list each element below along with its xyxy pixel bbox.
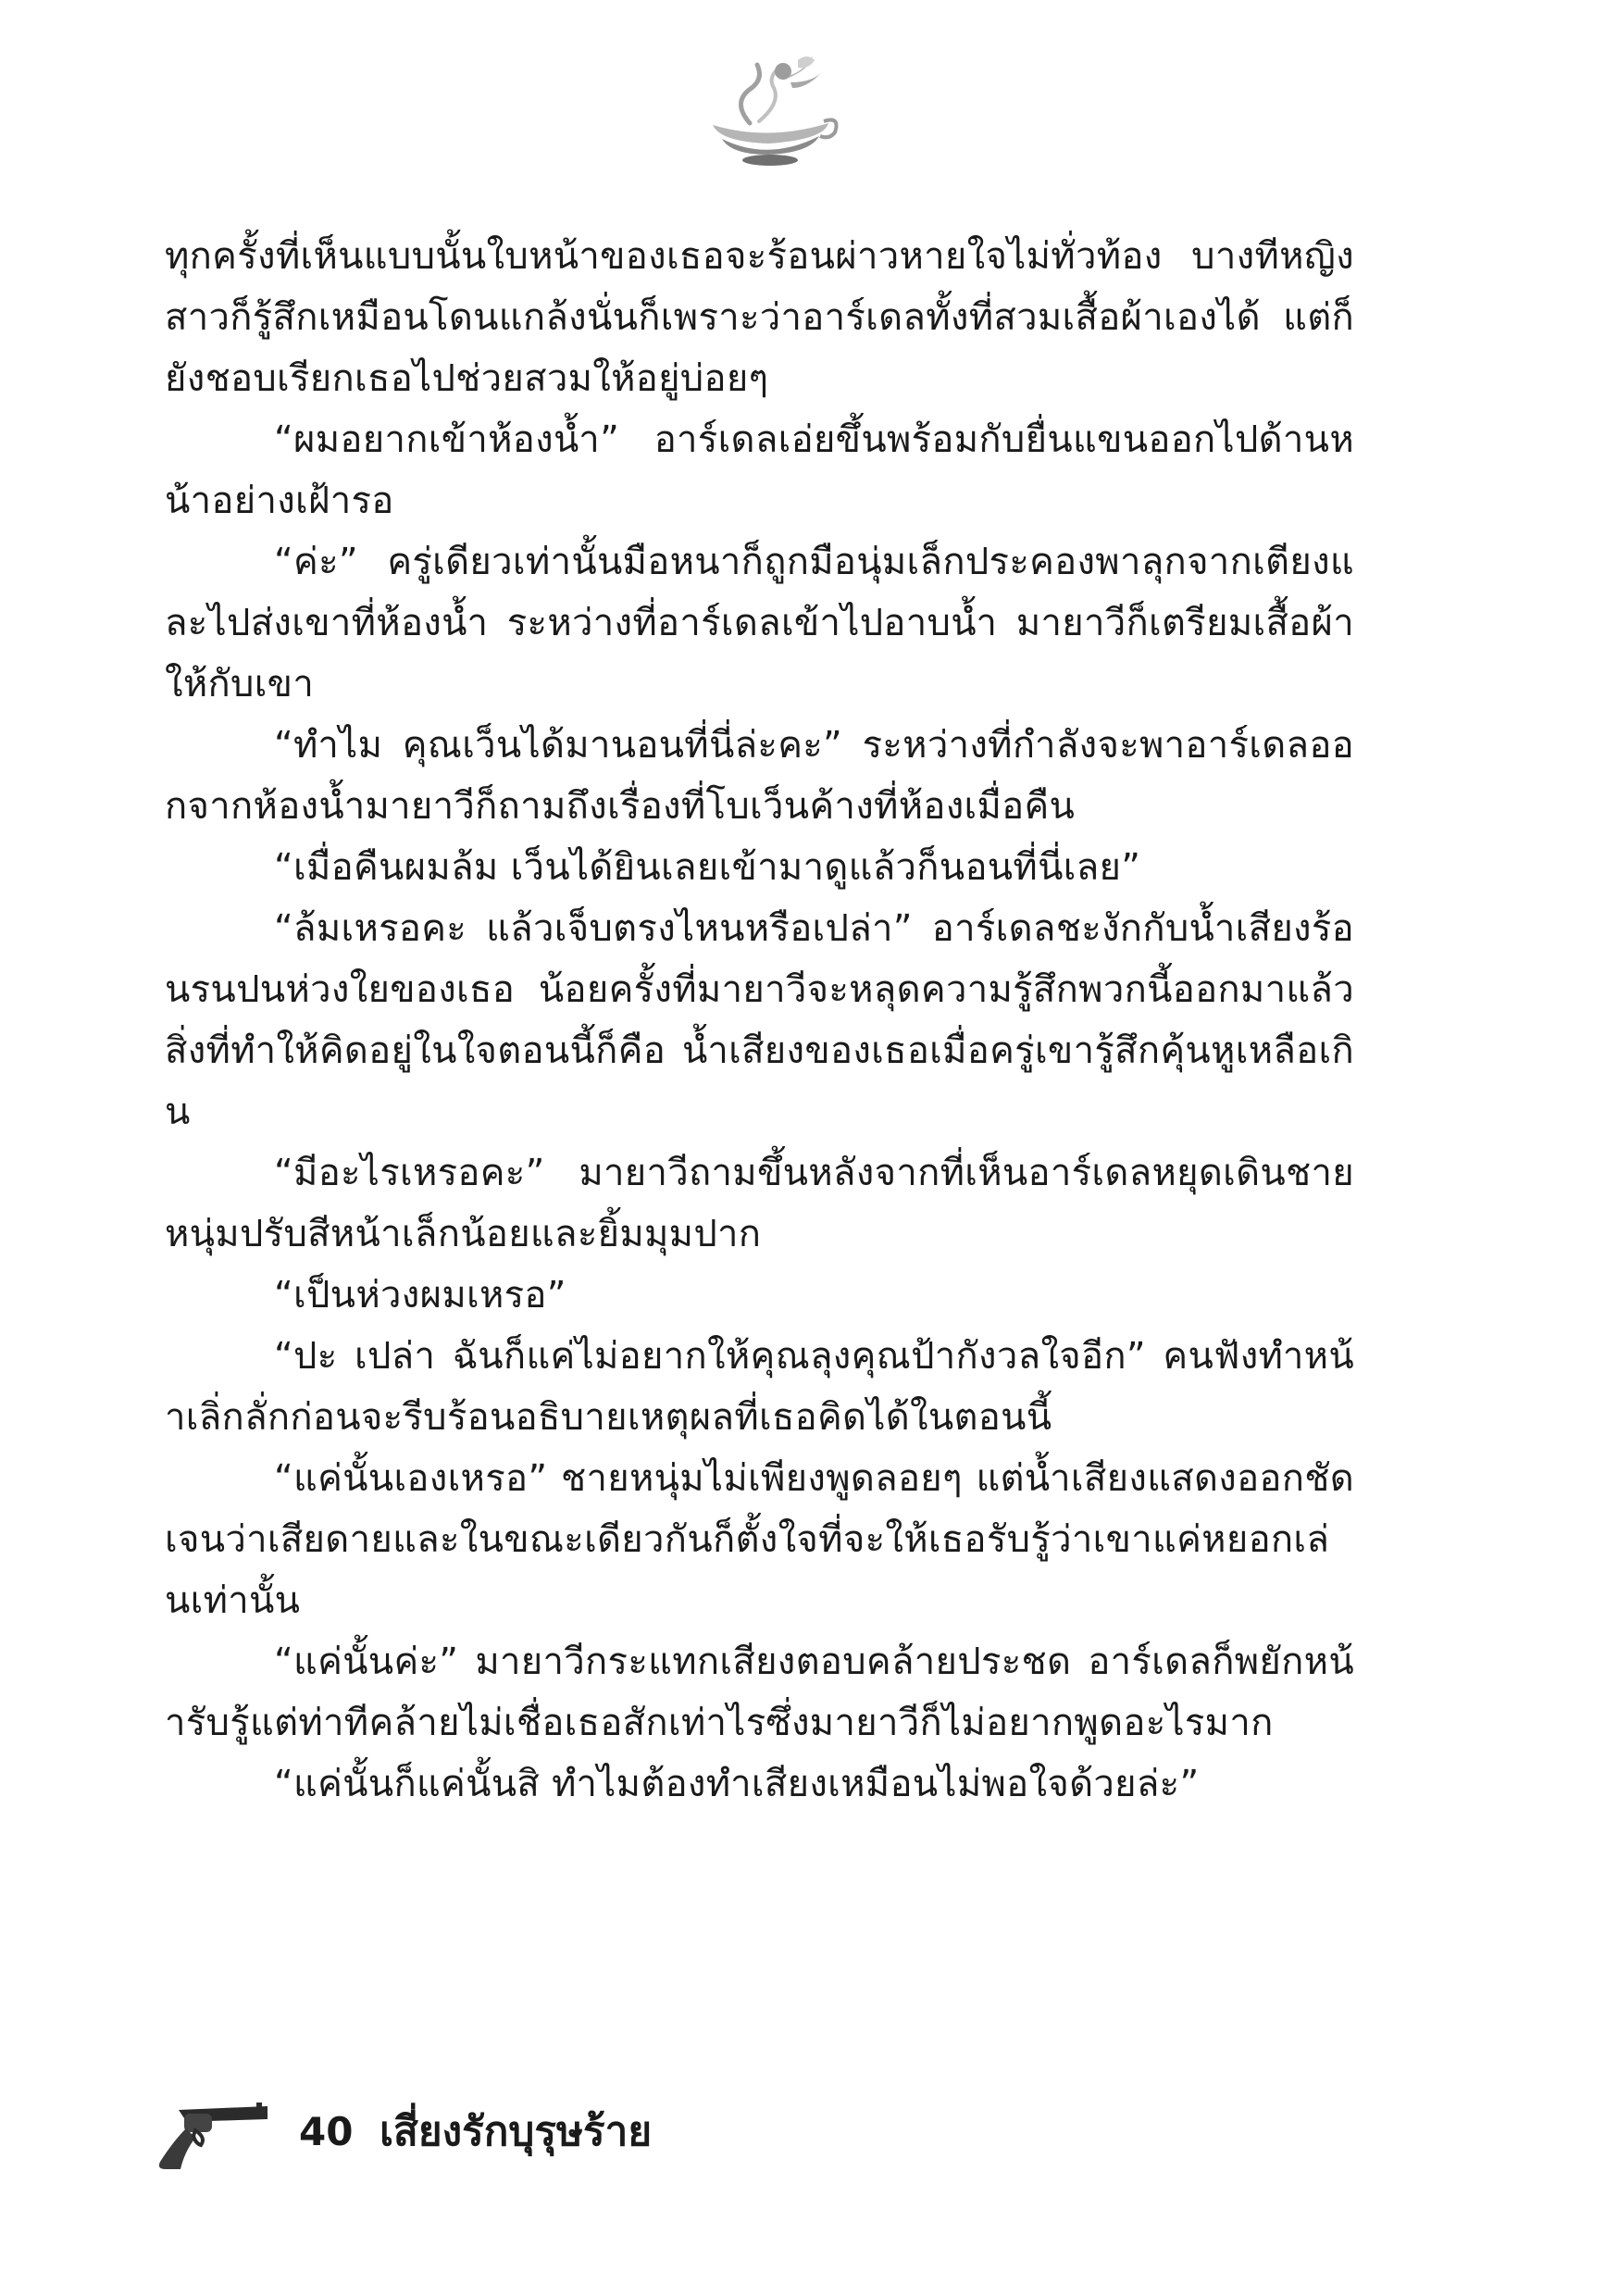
page-footer [153,2097,986,2190]
cupid-lamp-ornament-icon [694,51,842,171]
revolver-icon [153,2097,273,2171]
paragraph: “เมื่อคืนผมล้ม เว็นได้ยินเลยเข้ามาดูแล้วก็นอนที่นี่เลย” [274,846,1141,889]
paragraph: “ล้มเหรอคะ แล้วเจ็บตรงไหนหรือเปล่า” อาร์เดลชะงักกับน้ำเสียงร้อนรนปนห่วงใยของเธอ น้อยครั้งที่มายาวีจะหลุดความรู้สึกพวกนี้ออกมาแล้วสิ่งที่ทำให้คิดอยู่ในใจตอนนี้ก็คือ น้ำเสียงของเธอเมื่อครู่เขารู้สึกคุ้นหูเหลือเกิน [165,907,1354,1133]
paragraph: “ผมอยากเข้าห้องน้ำ” อาร์เดลเอ่ยขึ้นพร้อมกับยื่นแขนออกไปด้านหน้าอย่างเฝ้ารอ [165,418,1354,522]
paragraph: “แค่นั้นเองเหรอ” ชายหนุ่มไม่เพียงพูดลอยๆ แต่น้ำเสียงแสดงออกชัดเจนว่าเสียดายและในขณะเดียวกันก็ตั้งใจที่จะให้เธอรับรู้ว่าเขาแค่หยอกเล่นเท่านั้น [165,1457,1354,1622]
paragraph: “ทำไม คุณเว็นได้มานอนที่นี่ล่ะคะ” ระหว่างที่กำลังจะพาอาร์เดลออกจากห้องน้ำมายาวีก็ถามถึงเรื่องที่โบเว็นค้างที่ห้องเมื่อคืน [165,724,1354,828]
paragraph: “ปะ เปล่า ฉันก็แค่ไม่อยากให้คุณลุงคุณป้ากังวลใจอีก” คนฟังทำหน้าเลิ่กลั่กก่อนจะรีบร้อนอธิบายเหตุผลที่เธอคิดได้ในตอนนี้ [165,1335,1354,1439]
paragraph: “ค่ะ” ครู่เดียวเท่านั้นมือหนาก็ถูกมือนุ่มเล็กประคองพาลุกจากเตียงและไปส่งเขาที่ห้องน้ำ ระหว่างที่อาร์เดลเข้าไปอาบน้ำ มายาวีก็เตรียมเสื้อผ้าให้กับเขา [165,541,1354,705]
paragraph: ทุกครั้งที่เห็นแบบนั้นใบหน้าของเธอจะร้อนผ่าวหายใจไม่ทั่วท้อง บางทีหญิงสาวก็รู้สึกเหมือนโดนแกล้งนั่นก็เพราะว่าอาร์เดลทั้งที่สวมเสื้อผ้าเองได้ แต่ก็ยังชอบเรียกเธอไปช่วยสวมให้อยู่บ่อยๆ [165,235,1354,400]
page-body [165,226,1354,1815]
paragraph: “มีอะไรเหรอคะ” มายาวีถามขึ้นหลังจากที่เห็นอาร์เดลหยุดเดินชายหนุ่มปรับสีหน้าเล็กน้อยและยิ้มมุมปาก [165,1152,1354,1255]
paragraph: “แค่นั้นค่ะ” มายาวีกระแทกเสียงตอบคล้ายประชด อาร์เดลก็พยักหน้ารับรู้แต่ท่าทีคล้ายไม่เชื่อเธอสักเท่าไรซึ่งมายาวีก็ไม่อยากพูดอะไรมาก [165,1641,1354,1744]
paragraph: “เป็นห่วงผมเหรอ” [274,1274,566,1316]
paragraph: “แค่นั้นก็แค่นั้นสิ ทำไมต้องทำเสียงเหมือนไม่พอใจด้วยล่ะ” [274,1763,1200,1805]
book-title: เสี่ยงรักบุรุษร้าย [380,2108,653,2155]
page-number: 40 [299,2109,354,2154]
